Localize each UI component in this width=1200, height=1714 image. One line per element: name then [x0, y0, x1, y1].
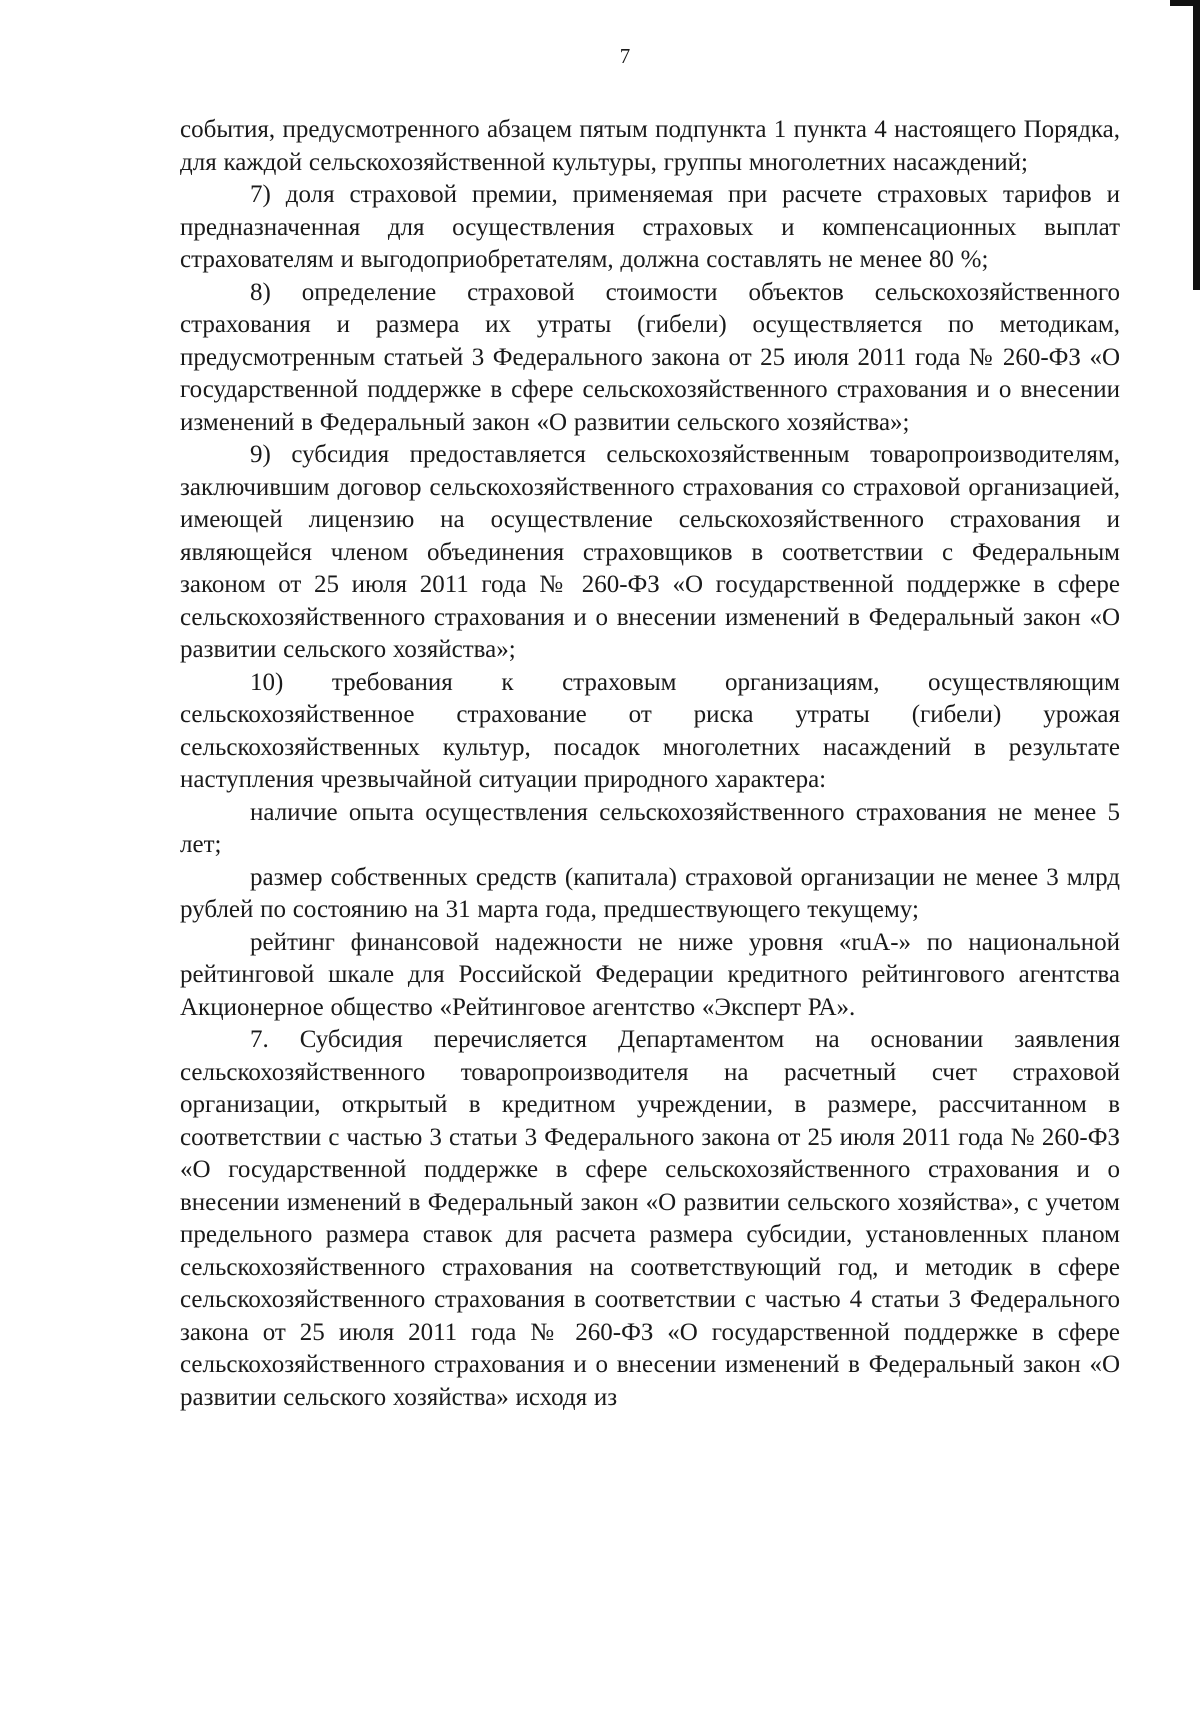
- paragraph-item-10: 10) требования к страховым организациям, осуществляющим сельскохозяйственное страхование от риска утраты (гибели) урожая сельскохозяйственных культур, посадок многолетних насаждений в результате наступления чрезвычайной ситуации природного характера:: [180, 668, 1120, 793]
- paragraph-item-8: 8) определение страховой стоимости объектов сельскохозяйственного страхования и размера их утраты (гибели) осуществляется по методикам, предусмотренным статьей 3 Федерального закона от 25 июля 2011 года № 260-ФЗ «О государственной поддержке в сфере сельскохозяйственного страхования и о внесении изменений в Федеральный закон «О развитии сельского хозяйства»;: [180, 278, 1120, 436]
- page-number: 7: [619, 44, 631, 68]
- paragraph-requirement-experience: наличие опыта осуществления сельскохозяйственного страхования не менее 5 лет;: [180, 798, 1120, 858]
- document-body: [180, 114, 1120, 1414]
- paragraph-continuation: события, предусмотренного абзацем пятым подпункта 1 пункта 4 настоящего Порядка, для каждой сельскохозяйственной культуры, группы многолетних насаждений;: [180, 116, 1120, 176]
- paragraph-section-7: 7. Субсидия перечисляется Департаментом на основании заявления сельскохозяйственного товаропроизводителя на расчетный счет страховой организации, открытый в кредитном учреждении, в размере, рассчитанном в соответствии с частью 3 статьи 3 Федерального закона от 25 июля 2011 года № 260-ФЗ «О государственной поддержке в сфере сельскохозяйственного страхования и о внесении изменений в Федеральный закон «О развитии сельского хозяйства», с учетом предельного размера ставок для расчета размера субсидии, установленных планом сельскохозяйственного страхования на соответствующий год, и методик в сфере сельскохозяйственного страхования в соответствии с частью 4 статьи 3 Федерального закона от 25 июля 2011 года № 260-ФЗ «О государственной поддержке в сфере сельскохозяйственного страхования и о внесении изменений в Федеральный закон «О развитии сельского хозяйства» исходя из: [180, 1026, 1120, 1411]
- paragraph-item-7: 7) доля страховой премии, применяемая при расчете страховых тарифов и предназначенная для осуществления страховых и компенсационных выплат страхователям и выгодоприобретателям, должна составлять не менее 80 %;: [180, 181, 1120, 273]
- paragraph-requirement-capital: размер собственных средств (капитала) страховой организации не менее 3 млрд рублей по состоянию на 31 марта года, предшествующего текущему;: [180, 863, 1120, 923]
- paragraph-item-9: 9) субсидия предоставляется сельскохозяйственным товаропроизводителям, заключившим договор сельскохозяйственного страхования со страховой организацией, имеющей лицензию на осуществление сельскохозяйственного страхования и являющейся членом объединения страховщиков в соответствии с Федеральным законом от 25 июля 2011 года № 260-ФЗ «О государственной поддержке в сфере сельскохозяйственного страхования и о внесении изменений в Федеральный закон «О развитии сельского хозяйства»;: [180, 441, 1120, 663]
- paragraph-requirement-rating: рейтинг финансовой надежности не ниже уровня «ruA-» по национальной рейтинговой шкале для Российской Федерации кредитного рейтингового агентства Акционерное общество «Рейтинговое агентство «Эксперт РА».: [180, 928, 1120, 1021]
- scan-edge-mark-top: [1170, 0, 1200, 6]
